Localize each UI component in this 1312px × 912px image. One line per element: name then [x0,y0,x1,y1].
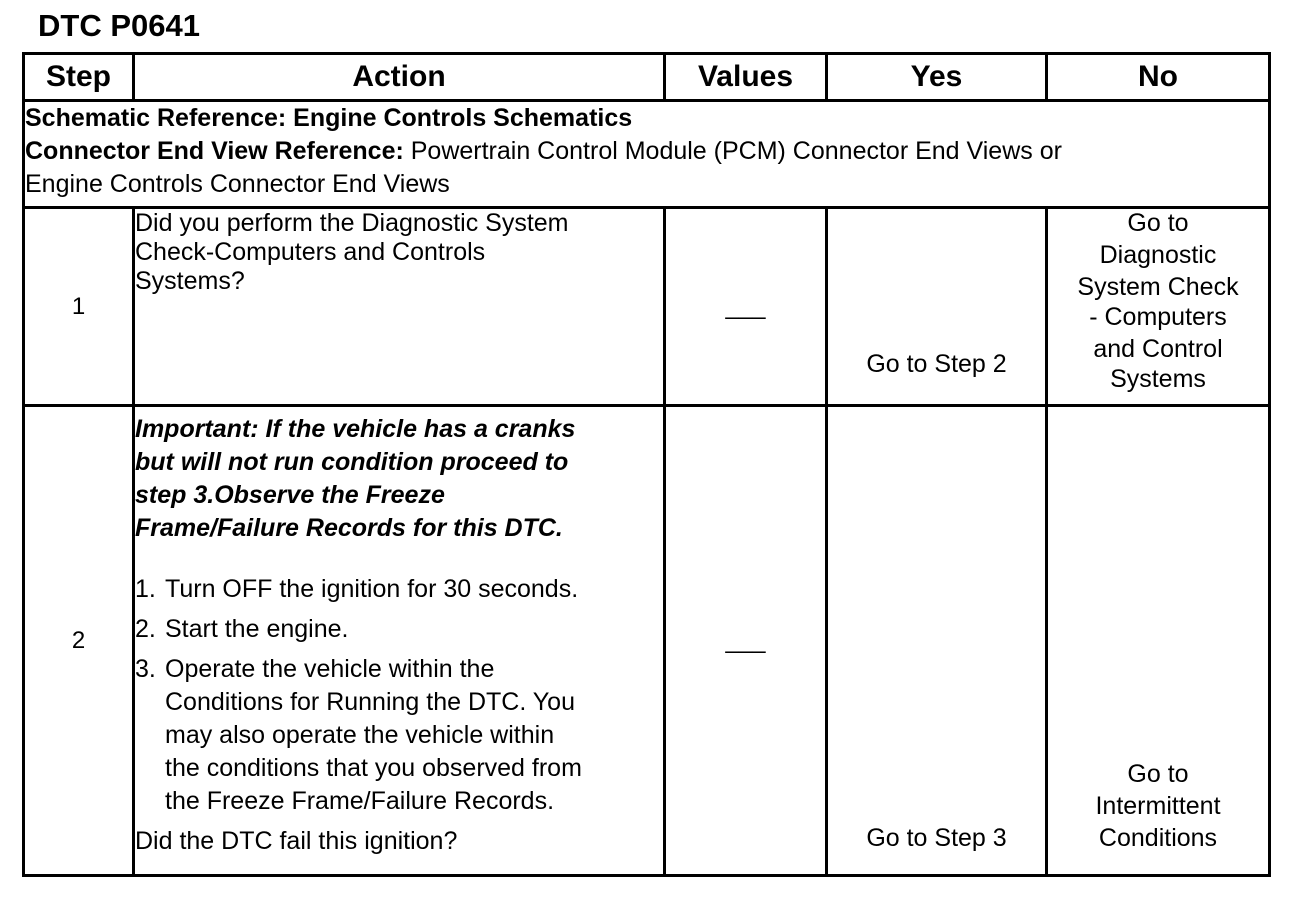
no-line: Conditions [1098,824,1218,852]
important-line: Frame/Failure Records for this DTC. [135,514,563,542]
header-step: Step [24,54,134,101]
step-list-text: Turn OFF the ignition for 30 seconds. [165,575,579,603]
step-number: 2 [24,406,134,876]
yes-link-step-3: Go to Step 3 [866,824,1007,852]
step-list-text: the Freeze Frame/Failure Records. [165,787,555,815]
yes-cell [827,406,1047,876]
step-number: 1 [24,208,134,406]
table-row [24,208,1270,406]
action-line: Did you perform the Diagnostic System [135,209,569,237]
important-note [135,407,663,545]
yes-cell [827,208,1047,406]
step-list-text: Start the engine. [165,615,349,643]
connector-reference-text-1: Powertrain Control Module (PCM) Connector End Views or [403,137,1062,165]
no-line: Intermittent [1095,792,1221,820]
header-yes: Yes [827,54,1047,101]
table-row [24,406,1270,876]
values-cell: ___ [665,406,827,876]
list-item [135,573,663,606]
connector-reference-label: Connector End View Reference: [25,137,404,165]
no-cell [1047,208,1270,406]
no-line: and Control [1093,335,1223,363]
header-no: No [1047,54,1270,101]
no-line: - Computers [1089,303,1227,331]
diagnostic-table [22,52,1271,877]
no-line: System Check [1077,273,1239,301]
step-list-number: 2. [135,615,156,643]
procedure-steps [135,573,663,818]
action-cell [134,406,665,876]
no-line: Go to [1127,760,1189,788]
values-cell: ___ [665,208,827,406]
schematic-reference: Schematic Reference: Engine Controls Schematics [25,104,633,132]
list-item [135,613,663,646]
header-values: Values [665,54,827,101]
no-link-intermittent [1048,758,1268,854]
connector-reference-text-2: Engine Controls Connector End Views [25,170,450,198]
question-text: Did the DTC fail this ignition? [135,827,458,855]
step-list-text: Operate the vehicle within the [165,655,495,683]
action-cell [134,208,665,406]
yes-link-step-2: Go to Step 2 [866,350,1007,378]
important-line: step 3.Observe the Freeze [135,481,445,509]
important-line: but will not run condition proceed to [135,448,569,476]
step-list-number: 3. [135,655,156,683]
reference-cell [24,101,1270,208]
header-action: Action [134,54,665,101]
step-list-number: 1. [135,575,156,603]
action-line: Check-Computers and Controls [135,238,486,266]
list-item [135,653,663,818]
document-title: DTC P0641 [38,8,200,43]
no-line: Diagnostic [1099,241,1217,269]
reference-row [24,101,1270,208]
step-list-text: may also operate the vehicle within [165,721,555,749]
no-line: Systems [1110,365,1206,393]
header-row [24,54,1270,101]
important-line: Important: If the vehicle has a cranks [135,415,576,443]
no-line: Go to [1127,209,1189,237]
action-line: Systems? [135,267,245,295]
step-list-text: the conditions that you observed from [165,754,582,782]
no-cell [1047,406,1270,876]
step-list-text: Conditions for Running the DTC. You [165,688,575,716]
